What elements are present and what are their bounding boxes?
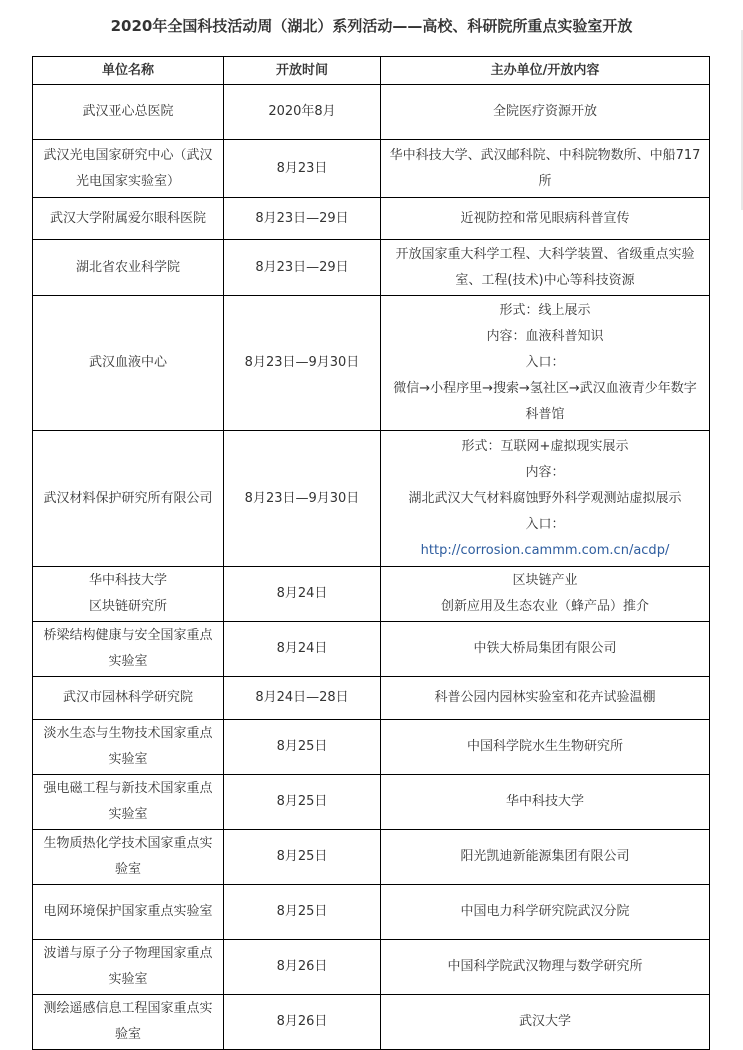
cell-time: 8月23日—9月30日 <box>224 431 381 567</box>
cell-time: 2020年8月 <box>224 85 381 140</box>
table-row <box>33 140 710 198</box>
content-line: 形式：线上展示 <box>499 303 591 318</box>
content-line: 内容：血液科普知识 <box>486 329 604 344</box>
cell-time: 8月23日 <box>224 140 381 198</box>
table-row <box>33 198 710 240</box>
table-row <box>33 567 710 622</box>
cell-unit: 生物质热化学技术国家重点实验室 <box>33 830 224 885</box>
unit-line: 华中科技大学 <box>88 573 167 588</box>
content-line: 科普公园内园林实验室和花卉试验温棚 <box>434 690 656 705</box>
table-row <box>33 622 710 677</box>
cell-content <box>381 940 710 995</box>
content-line: 入口： <box>525 516 565 532</box>
content-line: 全院医疗资源开放 <box>492 104 597 119</box>
page-title: 2020年全国科技活动周（湖北）系列活动——高校、科研院所重点实验室开放 <box>110 17 633 35</box>
content-line: 中国科学院水生生物研究所 <box>466 739 623 754</box>
cell-time: 8月25日 <box>224 720 381 775</box>
cell-time: 8月25日 <box>224 775 381 830</box>
cell-unit: 武汉血液中心 <box>33 296 224 431</box>
table-row <box>33 940 710 995</box>
table-row <box>33 775 710 830</box>
header-time: 开放时间 <box>224 57 381 85</box>
cell-unit: 湖北省农业科学院 <box>33 240 224 296</box>
content-line: 形式：互联网+虚拟现实展示 <box>461 438 629 454</box>
cell-content <box>381 296 710 431</box>
cell-unit: 强电磁工程与新技术国家重点实验室 <box>33 775 224 830</box>
cell-content <box>381 677 710 720</box>
cell-time: 8月24日 <box>224 622 381 677</box>
content-line: 区块链产业 <box>512 573 578 588</box>
cell-unit: 武汉光电国家研究中心（武汉光电国家实验室） <box>33 140 224 198</box>
content-line: 微信→小程序里→搜索→氢社区→武汉血液青少年数字科普馆 <box>393 381 697 422</box>
cell-content <box>381 240 710 296</box>
unit-line: 区块链研究所 <box>88 599 167 614</box>
content-line: 华中科技大学 <box>505 794 584 809</box>
cell-content <box>381 431 710 567</box>
cell-unit <box>33 567 224 622</box>
content-line: 中铁大桥局集团有限公司 <box>473 641 617 656</box>
cell-unit: 武汉材料保护研究所有限公司 <box>33 431 224 567</box>
cell-unit: 武汉亚心总医院 <box>33 85 224 140</box>
table-row <box>33 431 710 567</box>
content-line: 创新应用及生态农业（蜂产品）推介 <box>440 599 649 614</box>
cell-content <box>381 885 710 940</box>
cell-time: 8月23日—9月30日 <box>224 296 381 431</box>
cell-time: 8月26日 <box>224 995 381 1050</box>
cell-unit: 电网环境保护国家重点实验室 <box>33 885 224 940</box>
content-line: 华中科技大学、武汉邮科院、中科院物数所、中船717所 <box>389 147 701 189</box>
content-line: 近视防控和常见眼病科普宣传 <box>460 210 630 226</box>
cell-unit: 武汉市园林科学研究院 <box>33 677 224 720</box>
cell-time: 8月25日 <box>224 885 381 940</box>
cell-content <box>381 85 710 140</box>
cell-unit: 波谱与原子分子物理国家重点实验室 <box>33 940 224 995</box>
table-row <box>33 885 710 940</box>
cell-content <box>381 775 710 830</box>
content-line: 内容： <box>525 464 565 480</box>
content-line: 中国电力科学研究院武汉分院 <box>460 904 630 919</box>
lab-open-table <box>32 56 710 1050</box>
cell-time: 8月23日—29日 <box>224 240 381 296</box>
cell-unit: 淡水生态与生物技术国家重点实验室 <box>33 720 224 775</box>
cell-content <box>381 720 710 775</box>
cell-time: 8月23日—29日 <box>224 198 381 240</box>
table-row <box>33 995 710 1050</box>
content-line: 阳光凯迪新能源集团有限公司 <box>460 849 630 864</box>
cell-time: 8月24日—28日 <box>224 677 381 720</box>
content-line: 开放国家重大科学工程、大科学装置、省级重点实验室、工程(技术)中心等科技资源 <box>395 246 695 288</box>
cell-unit: 武汉大学附属爱尔眼科医院 <box>33 198 224 240</box>
table-row <box>33 677 710 720</box>
content-line: 武汉大学 <box>518 1014 571 1029</box>
cell-unit: 测绘遥感信息工程国家重点实验室 <box>33 995 224 1050</box>
content-line: 湖北武汉大气材料腐蚀野外科学观测站虚拟展示 <box>408 490 682 506</box>
table-row <box>33 720 710 775</box>
content-line: 中国科学院武汉物理与数学研究所 <box>447 959 643 974</box>
virtual-tour-link[interactable]: http://corrosion.cammm.com.cn/acdp/ <box>420 542 670 558</box>
content-line: 入口： <box>525 355 565 370</box>
table-header-row <box>33 57 710 85</box>
cell-time: 8月24日 <box>224 567 381 622</box>
table-row <box>33 240 710 296</box>
table-row <box>33 830 710 885</box>
cell-content <box>381 830 710 885</box>
cell-content <box>381 622 710 677</box>
table-row <box>33 296 710 431</box>
cell-unit: 桥梁结构健康与安全国家重点实验室 <box>33 622 224 677</box>
cell-time: 8月26日 <box>224 940 381 995</box>
cell-content <box>381 140 710 198</box>
header-unit: 单位名称 <box>33 57 224 85</box>
cell-content <box>381 995 710 1050</box>
cell-content <box>381 198 710 240</box>
table-row <box>33 85 710 140</box>
header-content: 主办单位/开放内容 <box>381 57 710 85</box>
cell-content <box>381 567 710 622</box>
cell-time: 8月25日 <box>224 830 381 885</box>
